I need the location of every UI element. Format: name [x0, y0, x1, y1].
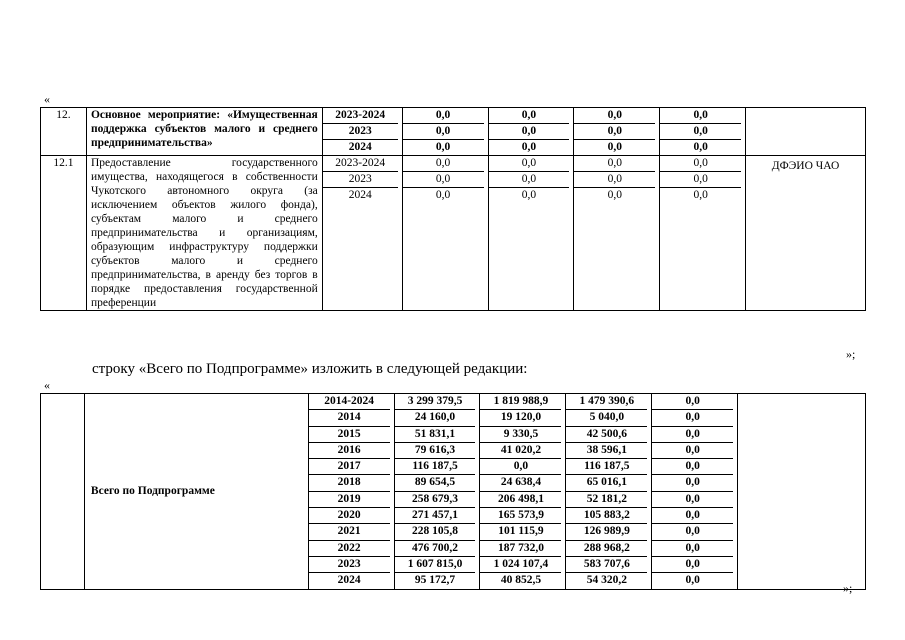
t2-label-cell: Всего по Подпрограмме: [84, 394, 308, 590]
t2-total-value: 3 299 379,5: [395, 394, 476, 410]
opening-quote-2: «: [44, 378, 50, 392]
t2-col4-value: 0,0: [652, 427, 733, 443]
activity-years-cell: [322, 156, 402, 311]
t2-years-col: [308, 394, 394, 590]
t2-col3-value: 5 040,0: [566, 410, 647, 426]
activity-number: 12.: [41, 108, 87, 156]
t2-total-value: 271 457,1: [395, 508, 476, 524]
t2-col4-value: 0,0: [652, 410, 733, 426]
t2-col3-value: 65 016,1: [566, 475, 647, 491]
activity-years-value: 2024: [348, 141, 372, 153]
activity-col3-value: 0,0: [574, 156, 655, 172]
activity-col2-cell: [488, 156, 574, 311]
t2-col2-value: 206 498,1: [480, 492, 561, 508]
t2-col4-value: 0,0: [652, 459, 733, 475]
t2-total-value: 24 160,0: [395, 410, 476, 426]
activity-col1-value: 0,0: [403, 124, 484, 140]
t2-total-value: 1 607 815,0: [395, 557, 476, 573]
activity-col1-value: 0,0: [435, 189, 451, 201]
activity-col3-value: 0,0: [574, 172, 655, 188]
activity-col2-value: 0,0: [489, 124, 570, 140]
activity-years-value: 2023: [323, 124, 398, 140]
activity-table: [40, 107, 866, 311]
t2-col4-value: 0,0: [652, 475, 733, 491]
t2-total-value: 79 616,3: [395, 443, 476, 459]
activity-col4-value: 0,0: [660, 156, 741, 172]
activity-col3-value: 0,0: [607, 189, 622, 201]
closing-quote-1: »;: [846, 347, 856, 361]
t2-col2-value: 0,0: [480, 459, 561, 475]
t2-total-value: 476 700,2: [395, 541, 476, 557]
activity-col1-value: 0,0: [403, 156, 484, 172]
activity-col4-value: 0,0: [660, 108, 741, 124]
activity-col3-cell: [574, 108, 660, 156]
t2-col2-value: 19 120,0: [480, 410, 561, 426]
t2-years-value: 2015: [309, 427, 390, 443]
activity-col4-value: 0,0: [693, 189, 708, 201]
t2-col4-value: 0,0: [652, 524, 733, 540]
t2-years-value: 2017: [309, 459, 390, 475]
t2-col4-value: 0,0: [685, 574, 700, 587]
t2-total-value: 89 654,5: [395, 475, 476, 491]
t2-col3-value: 1 479 390,6: [566, 394, 647, 410]
activity-col2-value: 0,0: [521, 141, 537, 153]
t2-col4-value: 0,0: [652, 443, 733, 459]
activity-col4-value: 0,0: [693, 141, 708, 153]
t2-years-value: 2020: [309, 508, 390, 524]
t2-total-value: 51 831,1: [395, 427, 476, 443]
subprogram-total-table: [40, 393, 866, 590]
t2-col3-value: 288 968,2: [566, 541, 647, 557]
activity-col2-value: 0,0: [489, 156, 570, 172]
activity-col2-value: 0,0: [521, 189, 537, 201]
responsible-executor: ДФЭИО ЧАО: [746, 156, 866, 311]
activity-col3-value: 0,0: [574, 124, 655, 140]
t2-col2-value: 24 638,4: [480, 475, 561, 491]
t2-col2-value: 1 024 107,4: [480, 557, 561, 573]
t2-num-cell: [41, 394, 85, 590]
t2-years-value: 2016: [309, 443, 390, 459]
t2-col2-value: 41 020,2: [480, 443, 561, 459]
t2-col4-value: 0,0: [652, 508, 733, 524]
t2-years-value: 2023: [309, 557, 390, 573]
activity-col3-value: 0,0: [607, 141, 622, 153]
t2-years-value: 2019: [309, 492, 390, 508]
activity-col1-value: 0,0: [403, 172, 484, 188]
t2-empty-col: [738, 394, 866, 590]
t2-total-value: 95 172,7: [414, 574, 456, 587]
activity-name: Предоставление государственного имущества, находящегося в собственности Чукотского автономного округа (за исключением объектов жилого фонда), субъектам малого и среднего предпринимательства и организациям, образующим инфраструктуру поддержки субъектов малого и среднего предпринимательства, в аренду без торгов в порядке предоставления государственной преференции: [86, 156, 322, 311]
t2-col4-value: 0,0: [652, 394, 733, 410]
t2-total-value: 116 187,5: [395, 459, 476, 475]
activity-col1-value: 0,0: [403, 108, 484, 124]
opening-quote-1: «: [44, 92, 50, 106]
t2-total-value: 228 105,8: [395, 524, 476, 540]
activity-col2-value: 0,0: [489, 172, 570, 188]
t2-col2-value: 165 573,9: [480, 508, 561, 524]
t2-col3-value: 105 883,2: [566, 508, 647, 524]
activity-years-value: 2023: [323, 172, 398, 188]
activity-years-value: 2024: [348, 189, 372, 201]
activity-years-value: 2023-2024: [323, 108, 398, 124]
activity-col4-value: 0,0: [660, 124, 741, 140]
t2-col3-value: 54 320,2: [586, 574, 627, 587]
t2-total-col: [394, 394, 480, 590]
activity-col4-cell: [660, 156, 746, 311]
activity-col4-value: 0,0: [660, 172, 741, 188]
t2-years-value: 2014-2024: [309, 394, 390, 410]
t2-col2-value: 40 852,5: [500, 574, 542, 587]
activity-col2-value: 0,0: [489, 108, 570, 124]
t2-col2-value: 101 115,9: [480, 524, 561, 540]
t2-years-value: 2014: [309, 410, 390, 426]
activity-number: 12.1: [41, 156, 87, 311]
t2-col2-value: 187 732,0: [480, 541, 561, 557]
activity-col4-cell: [660, 108, 746, 156]
activity-col3-cell: [574, 156, 660, 311]
amendment-phrase: строку «Всего по Подпрограмме» изложить в следующей редакции:: [92, 361, 528, 377]
t2-col2-value: 9 330,5: [480, 427, 561, 443]
activity-col1-cell: [402, 156, 488, 311]
t2-col3-value: 583 707,6: [566, 557, 647, 573]
t2-col3-value: 126 989,9: [566, 524, 647, 540]
activity-years-cell: [322, 108, 402, 156]
activity-col3-value: 0,0: [574, 108, 655, 124]
t2-col3: [566, 394, 652, 590]
responsible-executor: [746, 108, 866, 156]
t2-years-value: 2018: [309, 475, 390, 491]
t2-col3-value: 116 187,5: [566, 459, 647, 475]
t2-col3-value: 42 500,6: [566, 427, 647, 443]
t2-years-value: 2021: [309, 524, 390, 540]
activity-row: [41, 156, 866, 311]
t2-years-value: 2022: [309, 541, 390, 557]
activity-col2-cell: [488, 108, 574, 156]
t2-years-value: 2024: [337, 574, 361, 587]
activity-col1-cell: [402, 108, 488, 156]
t2-col4: [652, 394, 738, 590]
activity-years-value: 2023-2024: [323, 156, 398, 172]
t2-col3-value: 38 596,1: [566, 443, 647, 459]
closing-quote-2: »;: [843, 581, 853, 595]
t2-col4-value: 0,0: [652, 492, 733, 508]
t2-col4-value: 0,0: [652, 541, 733, 557]
t2-col4-value: 0,0: [652, 557, 733, 573]
t2-col2: [480, 394, 566, 590]
t2-total-value: 258 679,3: [395, 492, 476, 508]
activity-row: [41, 108, 866, 156]
activity-name: Основное мероприятие: «Имущественная поддержка субъектов малого и среднего предпринимательства»: [86, 108, 322, 156]
t2-col2-value: 1 819 988,9: [480, 394, 561, 410]
t2-col3-value: 52 181,2: [566, 492, 647, 508]
activity-col1-value: 0,0: [435, 141, 451, 153]
